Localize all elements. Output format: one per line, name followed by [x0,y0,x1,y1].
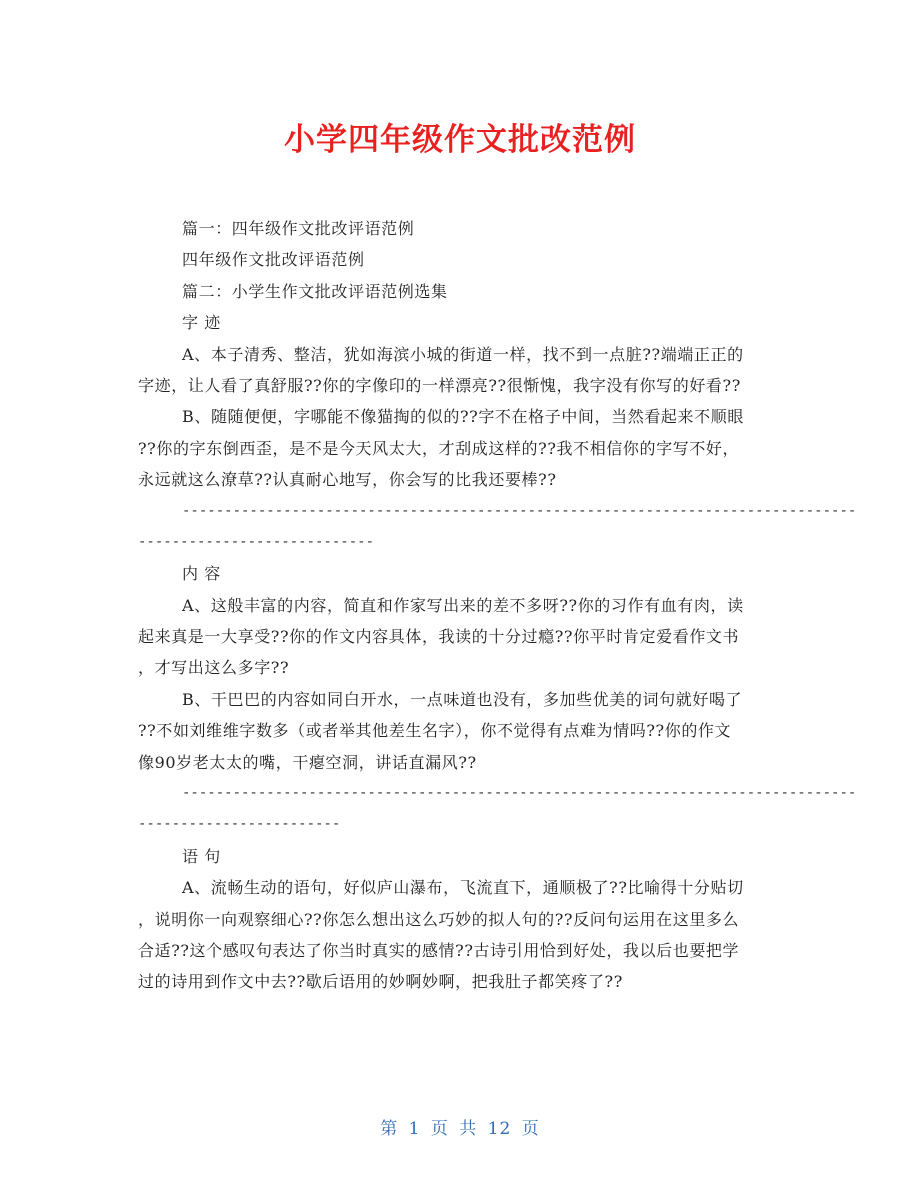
document-title: 小学四年级作文批改范例 [284,122,636,158]
section-heading-content: 内 容 [182,564,221,584]
text-line: A、这般丰富的内容，简直和作家写出来的差不多呀??你的习作有血有肉，读 [182,595,744,615]
section-heading-handwriting: 字 迹 [182,313,221,333]
text-line: ，才写出这么多字?? [138,658,290,678]
dashed-separator: -------------------------------------------------------------------------------- [182,785,857,802]
text-line: A、流畅生动的语句，好似庐山瀑布，飞流直下，通顺极了??比喻得十分贴切 [182,878,744,898]
section-heading-sentences: 语 句 [182,846,221,866]
dashed-separator: -------------------------------------------------------------------------------- [182,502,857,519]
text-line: ??你的字东倒西歪，是不是今天风太大，才刮成这样的??我不相信你的字写不好， [138,438,740,458]
text-line: B、干巴巴的内容如同白开水，一点味道也没有，多加些优美的词句就好喝了 [182,689,743,709]
text-line: 篇二：小学生作文批改评语范例选集 [182,281,448,301]
document-body [138,213,857,998]
text-line: 永远就这么潦草??认真耐心地写，你会写的比我还要棒?? [138,470,557,490]
text-line: 四年级作文批改评语范例 [182,250,365,270]
text-line: A、本子清秀、整洁，犹如海滨小城的街道一样，找不到一点脏??端端正正的 [182,344,744,364]
text-line: 字迹，让人看了真舒服??你的字像印的一样漂亮??很惭愧，我字没有你写的好看?? [138,375,741,395]
dashed-separator: ---------------------------- [138,533,375,550]
text-line: ??不如刘维维字数多（或者举其他差生名字），你不觉得有点难为情吗??你的作文 [138,721,732,741]
text-line: ，说明你一向观察细心??你怎么想出这么巧妙的拟人句的??反问句运用在这里多么 [138,909,740,929]
text-line: 像90岁老太太的嘴，干瘪空洞，讲话直漏风?? [138,752,477,772]
text-line: 起来真是一大享受??你的作文内容具体，我读的十分过瘾??你平时肯定爱看作文书 [138,627,740,647]
text-line: B、随随便便，字哪能不像猫掏的似的??字不在格子中间，当然看起来不顺眼 [182,407,744,427]
text-line: 过的诗用到作文中去??歇后语用的妙啊妙啊，把我肚子都笑疼了?? [138,972,623,992]
page-footer: 第 1 页 共 12 页 [380,1119,540,1139]
dashed-separator: ------------------------ [138,816,341,833]
text-line: 合适??这个感叹句表达了你当时真实的感情??古诗引用恰到好处，我以后也要把学 [138,940,740,960]
text-line: 篇一：四年级作文批改评语范例 [182,219,415,238]
